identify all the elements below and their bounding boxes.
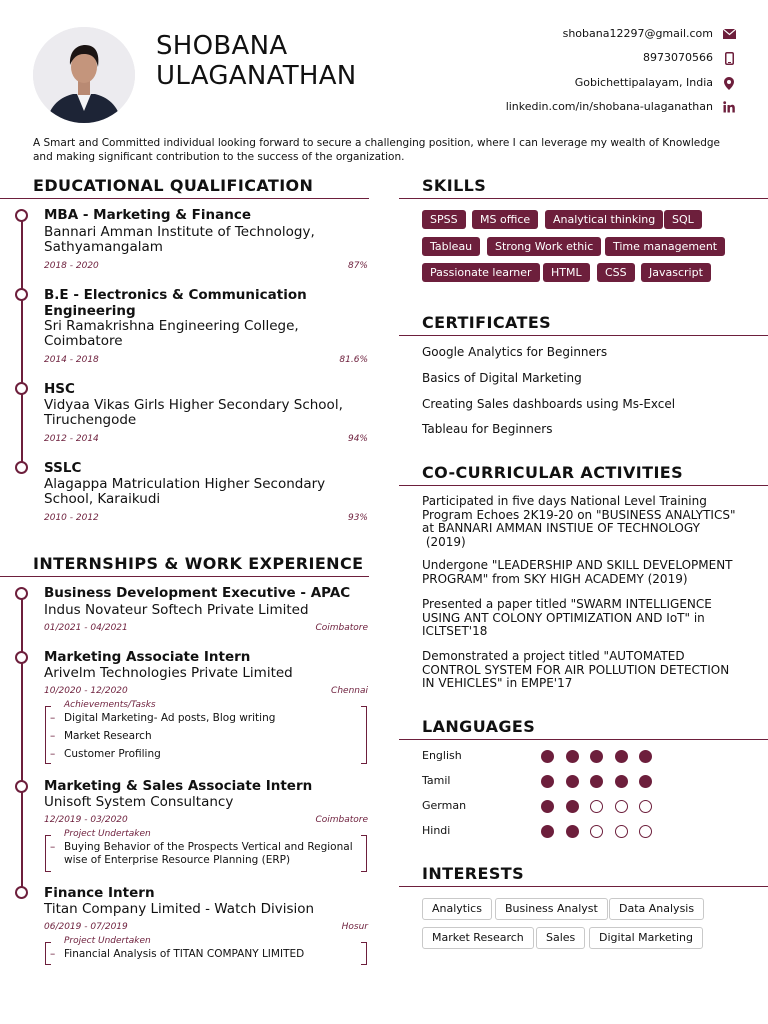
language-dot-filled bbox=[541, 750, 554, 763]
certificates-divider bbox=[399, 335, 768, 336]
language-dot-filled bbox=[541, 775, 554, 788]
edu-institution: School, Karaikudi bbox=[44, 491, 161, 507]
job-dates: 10/2020 - 12/2020 bbox=[44, 686, 128, 696]
language-dot-empty bbox=[639, 825, 652, 838]
activity-item: Undergone "LEADERSHIP AND SKILL DEVELOPMENT PROGRAM" from SKY HIGH ACADEMY (2019) bbox=[422, 558, 733, 586]
interest-tag: Data Analysis bbox=[609, 898, 704, 920]
language-name: German bbox=[422, 799, 467, 812]
language-dot-filled bbox=[541, 825, 554, 838]
task-bullet: – Digital Marketing- Ad posts, Blog writing bbox=[50, 712, 276, 724]
language-dot-empty bbox=[590, 825, 603, 838]
certificate-item: Basics of Digital Marketing bbox=[422, 371, 582, 385]
linkedin-icon bbox=[722, 100, 736, 114]
education-section-title: EDUCATIONAL QUALIFICATION bbox=[33, 176, 314, 195]
edu-institution: Sri Ramakrishna Engineering College, bbox=[44, 318, 299, 334]
interests-divider bbox=[399, 886, 768, 887]
project-bullet: – Buying Behavior of the Prospects Vertical and Regional bbox=[50, 841, 353, 853]
timeline-dot bbox=[15, 209, 28, 222]
skill-chip: Strong Work ethic bbox=[487, 237, 601, 256]
skill-chip: Analytical thinking bbox=[545, 210, 663, 229]
languages-divider bbox=[399, 739, 768, 740]
job-dates: 01/2021 - 04/2021 bbox=[44, 623, 128, 633]
skill-chip: Tableau bbox=[422, 237, 480, 256]
interest-tag: Analytics bbox=[422, 898, 492, 920]
profile-summary: A Smart and Committed individual looking forward to secure a challenging position, where I can leverage my wealth of Knowledge and making significant contribution to the success of the organization. bbox=[33, 137, 721, 163]
edu-dates: 2010 - 2012 bbox=[44, 513, 99, 523]
certificate-item: Tableau for Beginners bbox=[422, 422, 553, 436]
bracket-right bbox=[361, 942, 367, 965]
languages-section-title: LANGUAGES bbox=[422, 717, 536, 736]
interest-tag: Sales bbox=[536, 927, 585, 949]
language-dot-filled bbox=[566, 825, 579, 838]
job-role: Marketing & Sales Associate Intern bbox=[44, 778, 313, 794]
skill-chip: HTML bbox=[543, 263, 590, 282]
skill-chip: SQL bbox=[664, 210, 702, 229]
language-dot-empty bbox=[590, 800, 603, 813]
edu-institution: Coimbatore bbox=[44, 333, 123, 349]
job-role: Marketing Associate Intern bbox=[44, 649, 251, 665]
project-heading: Project Undertaken bbox=[64, 829, 151, 839]
envelope-icon bbox=[722, 27, 736, 41]
experience-timeline-line bbox=[21, 593, 23, 891]
mobile-phone-icon bbox=[722, 51, 736, 65]
job-location: Coimbatore bbox=[315, 623, 368, 633]
timeline-dot bbox=[15, 288, 28, 301]
language-dot-filled bbox=[541, 800, 554, 813]
skills-section-title: SKILLS bbox=[422, 176, 487, 195]
contact-email[interactable]: shobana12297@gmail.com bbox=[562, 27, 713, 40]
timeline-dot bbox=[15, 780, 28, 793]
edu-dates: 2012 - 2014 bbox=[44, 434, 99, 444]
edu-score: 87% bbox=[347, 261, 368, 271]
edu-dates: 2014 - 2018 bbox=[44, 355, 99, 365]
skills-divider bbox=[399, 198, 768, 199]
timeline-dot bbox=[15, 587, 28, 600]
experience-divider bbox=[0, 576, 369, 577]
interest-tag: Digital Marketing bbox=[589, 927, 703, 949]
skill-chip: Passionate learner bbox=[422, 263, 540, 282]
project-heading: Project Undertaken bbox=[64, 936, 151, 946]
edu-degree: MBA - Marketing & Finance bbox=[44, 207, 252, 223]
skill-chip: MS office bbox=[472, 210, 538, 229]
edu-institution: Alagappa Matriculation Higher Secondary bbox=[44, 476, 326, 492]
job-company: Indus Novateur Softech Private Limited bbox=[44, 602, 309, 618]
language-dot-filled bbox=[639, 750, 652, 763]
timeline-dot bbox=[15, 651, 28, 664]
edu-degree: HSC bbox=[44, 381, 75, 397]
job-dates: 12/2019 - 03/2020 bbox=[44, 815, 128, 825]
job-location: Chennai bbox=[331, 686, 368, 696]
timeline-dot bbox=[15, 382, 28, 395]
edu-institution: Sathyamangalam bbox=[44, 239, 163, 255]
bracket-right bbox=[361, 835, 367, 872]
cocurricular-section-title: CO-CURRICULAR ACTIVITIES bbox=[422, 463, 684, 482]
timeline-dot bbox=[15, 886, 28, 899]
project-bullet: – Financial Analysis of TITAN COMPANY LIMITED bbox=[50, 948, 305, 960]
edu-degree: Engineering bbox=[44, 303, 136, 319]
job-dates: 06/2019 - 07/2019 bbox=[44, 922, 128, 932]
contact-location: Gobichettipalayam, India bbox=[574, 76, 713, 89]
edu-degree: B.E - Electronics & Communication bbox=[44, 287, 307, 303]
interests-section-title: INTERESTS bbox=[422, 864, 524, 883]
contact-phone[interactable]: 8973070566 bbox=[643, 51, 713, 64]
skill-chip: Javascript bbox=[641, 263, 711, 282]
language-dot-empty bbox=[639, 800, 652, 813]
skill-chip: SPSS bbox=[422, 210, 466, 229]
edu-institution: Tiruchengode bbox=[44, 412, 137, 428]
edu-score: 81.6% bbox=[339, 355, 368, 365]
job-location: Hosur bbox=[341, 922, 368, 932]
edu-dates: 2018 - 2020 bbox=[44, 261, 99, 271]
bracket-right bbox=[361, 706, 367, 764]
project-bullet-continuation: wise of Enterprise Resource Planning (ERP) bbox=[64, 854, 291, 866]
job-company: Arivelm Technologies Private Limited bbox=[44, 665, 293, 681]
language-dot-empty bbox=[615, 800, 628, 813]
map-pin-icon bbox=[722, 76, 736, 90]
activity-item: Participated in five days National Level Training Program Echoes 2K19-20 on "BUSINESS ANALYTICS" at BANNARI AMMAN INSTIUE OF TECHNOLOGY (2019) bbox=[422, 494, 736, 549]
job-company: Titan Company Limited - Watch Division bbox=[44, 901, 315, 917]
certificate-item: Google Analytics for Beginners bbox=[422, 345, 608, 359]
language-dot-filled bbox=[566, 775, 579, 788]
last-name: ULAGANATHAN bbox=[156, 61, 357, 91]
certificates-section-title: CERTIFICATES bbox=[422, 313, 552, 332]
timeline-dot bbox=[15, 461, 28, 474]
first-name: SHOBANA bbox=[156, 31, 288, 61]
language-dot-filled bbox=[590, 775, 603, 788]
language-dot-filled bbox=[615, 775, 628, 788]
edu-institution: Bannari Amman Institute of Technology, bbox=[44, 224, 315, 240]
skill-chip: CSS bbox=[597, 263, 635, 282]
language-name: Tamil bbox=[422, 774, 451, 787]
activity-item: Presented a paper titled "SWARM INTELLIGENCE USING ANT COLONY OPTIMIZATION AND IoT" in ICLTSET'18 bbox=[422, 597, 712, 638]
job-role: Business Development Executive - APAC bbox=[44, 585, 351, 601]
language-name: Hindi bbox=[422, 824, 451, 837]
profile-photo-portrait bbox=[33, 27, 135, 123]
edu-score: 94% bbox=[347, 434, 368, 444]
language-dot-filled bbox=[566, 800, 579, 813]
skill-chip: Time management bbox=[605, 237, 725, 256]
interest-tag: Market Research bbox=[422, 927, 534, 949]
language-name: English bbox=[422, 749, 462, 762]
job-location: Coimbatore bbox=[315, 815, 368, 825]
edu-score: 93% bbox=[347, 513, 368, 523]
experience-section-title: INTERNSHIPS & WORK EXPERIENCE bbox=[33, 554, 364, 573]
activity-item: Demonstrated a project titled "AUTOMATED CONTROL SYSTEM FOR AIR POLLUTION DETECTION IN VEHICLES" in EMPE'17 bbox=[422, 649, 730, 690]
contact-linkedin[interactable]: linkedin.com/in/shobana-ulaganathan bbox=[505, 100, 713, 113]
edu-degree: SSLC bbox=[44, 460, 82, 476]
language-dot-filled bbox=[590, 750, 603, 763]
task-bullet: – Market Research bbox=[50, 730, 152, 742]
language-dot-filled bbox=[639, 775, 652, 788]
task-bullet: – Customer Profiling bbox=[50, 748, 161, 760]
language-dot-empty bbox=[615, 825, 628, 838]
education-divider bbox=[0, 198, 369, 199]
language-dot-filled bbox=[566, 750, 579, 763]
tasks-heading: Achievements/Tasks bbox=[64, 700, 156, 710]
interest-tag: Business Analyst bbox=[495, 898, 608, 920]
cocurricular-divider bbox=[399, 485, 768, 486]
education-timeline-line bbox=[21, 216, 23, 471]
language-dot-filled bbox=[615, 750, 628, 763]
certificate-item: Creating Sales dashboards using Ms-Excel bbox=[422, 397, 676, 411]
edu-institution: Vidyaa Vikas Girls Higher Secondary School, bbox=[44, 397, 343, 413]
job-company: Unisoft System Consultancy bbox=[44, 794, 234, 810]
profile-photo bbox=[33, 27, 135, 123]
job-role: Finance Intern bbox=[44, 885, 155, 901]
